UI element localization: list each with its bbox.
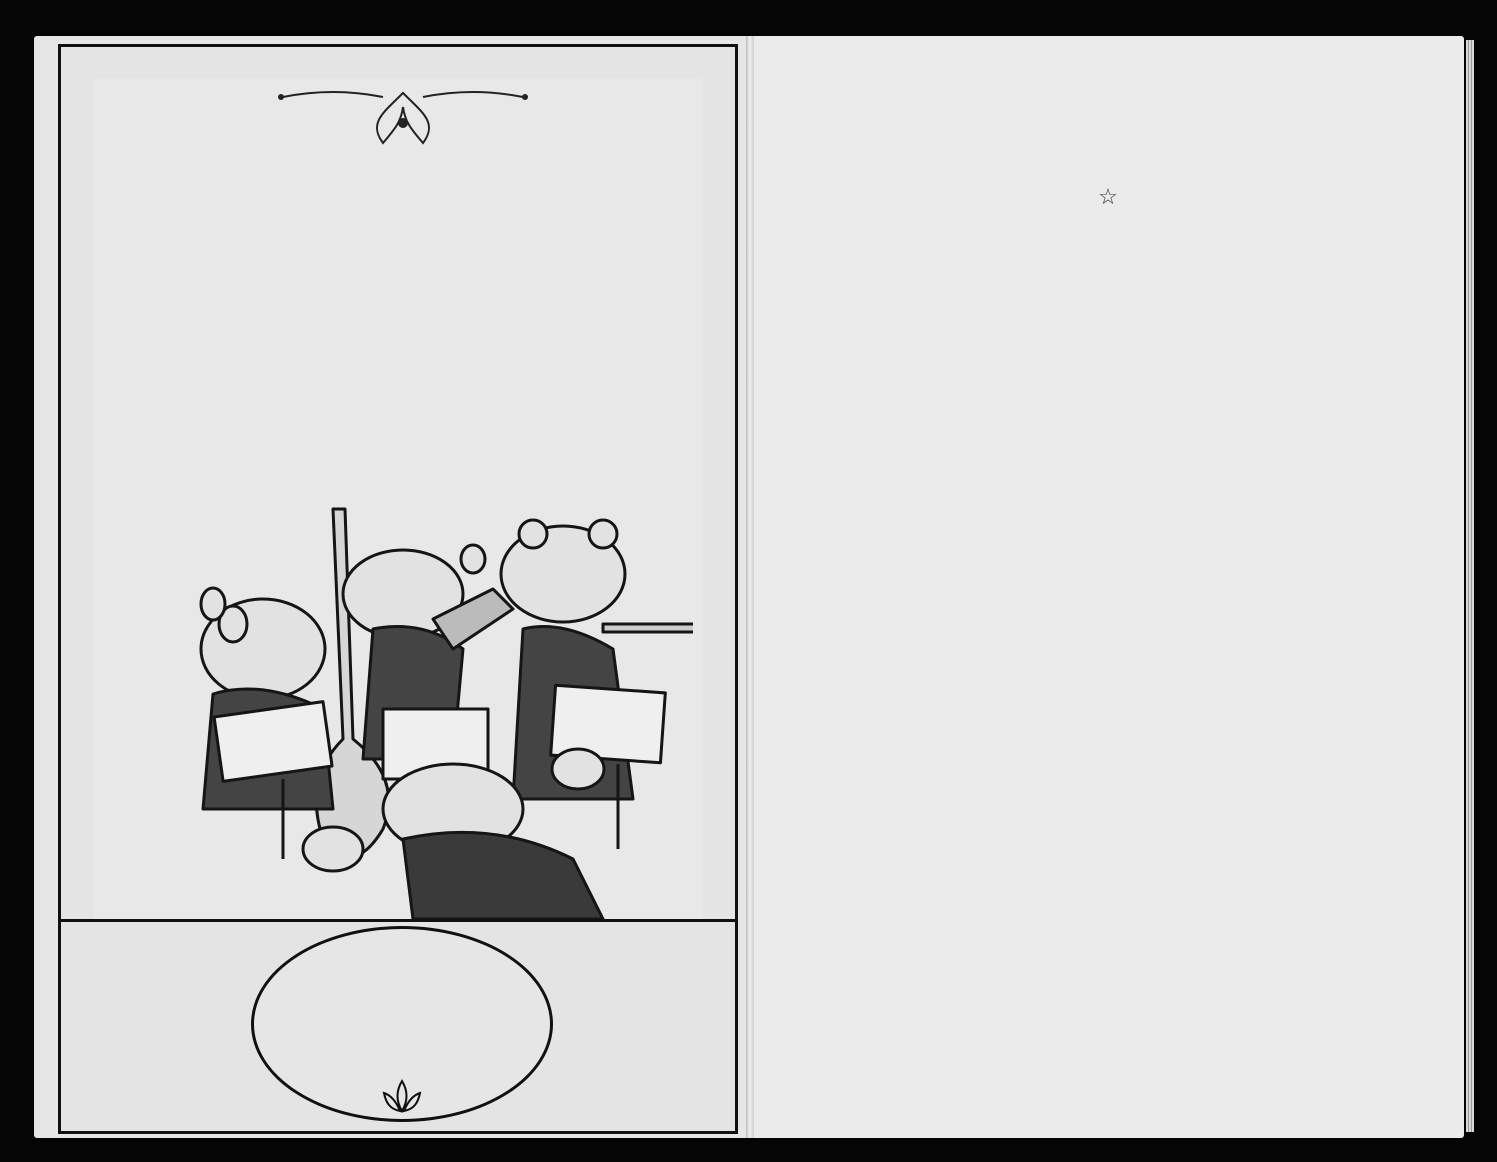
programme-item — [806, 596, 1408, 622]
programme-item — [806, 684, 1408, 710]
advertisement-content — [93, 79, 703, 919]
greek-key-border-top — [61, 47, 735, 79]
address-oval — [251, 926, 553, 1122]
star-outline-icon: ☆ — [1098, 184, 1118, 209]
greek-key-border-right — [703, 79, 735, 919]
flourish-ornament-icon — [273, 83, 533, 153]
lotus-ornament-icon — [378, 1077, 426, 1117]
hippo-orchestra-illustration — [133, 479, 693, 919]
page-edges — [1466, 40, 1474, 1132]
programme-item — [806, 770, 1408, 796]
restaurant-advertisement — [58, 44, 738, 1134]
ornamental-band — [61, 919, 735, 1131]
greek-key-border-left — [61, 79, 93, 919]
